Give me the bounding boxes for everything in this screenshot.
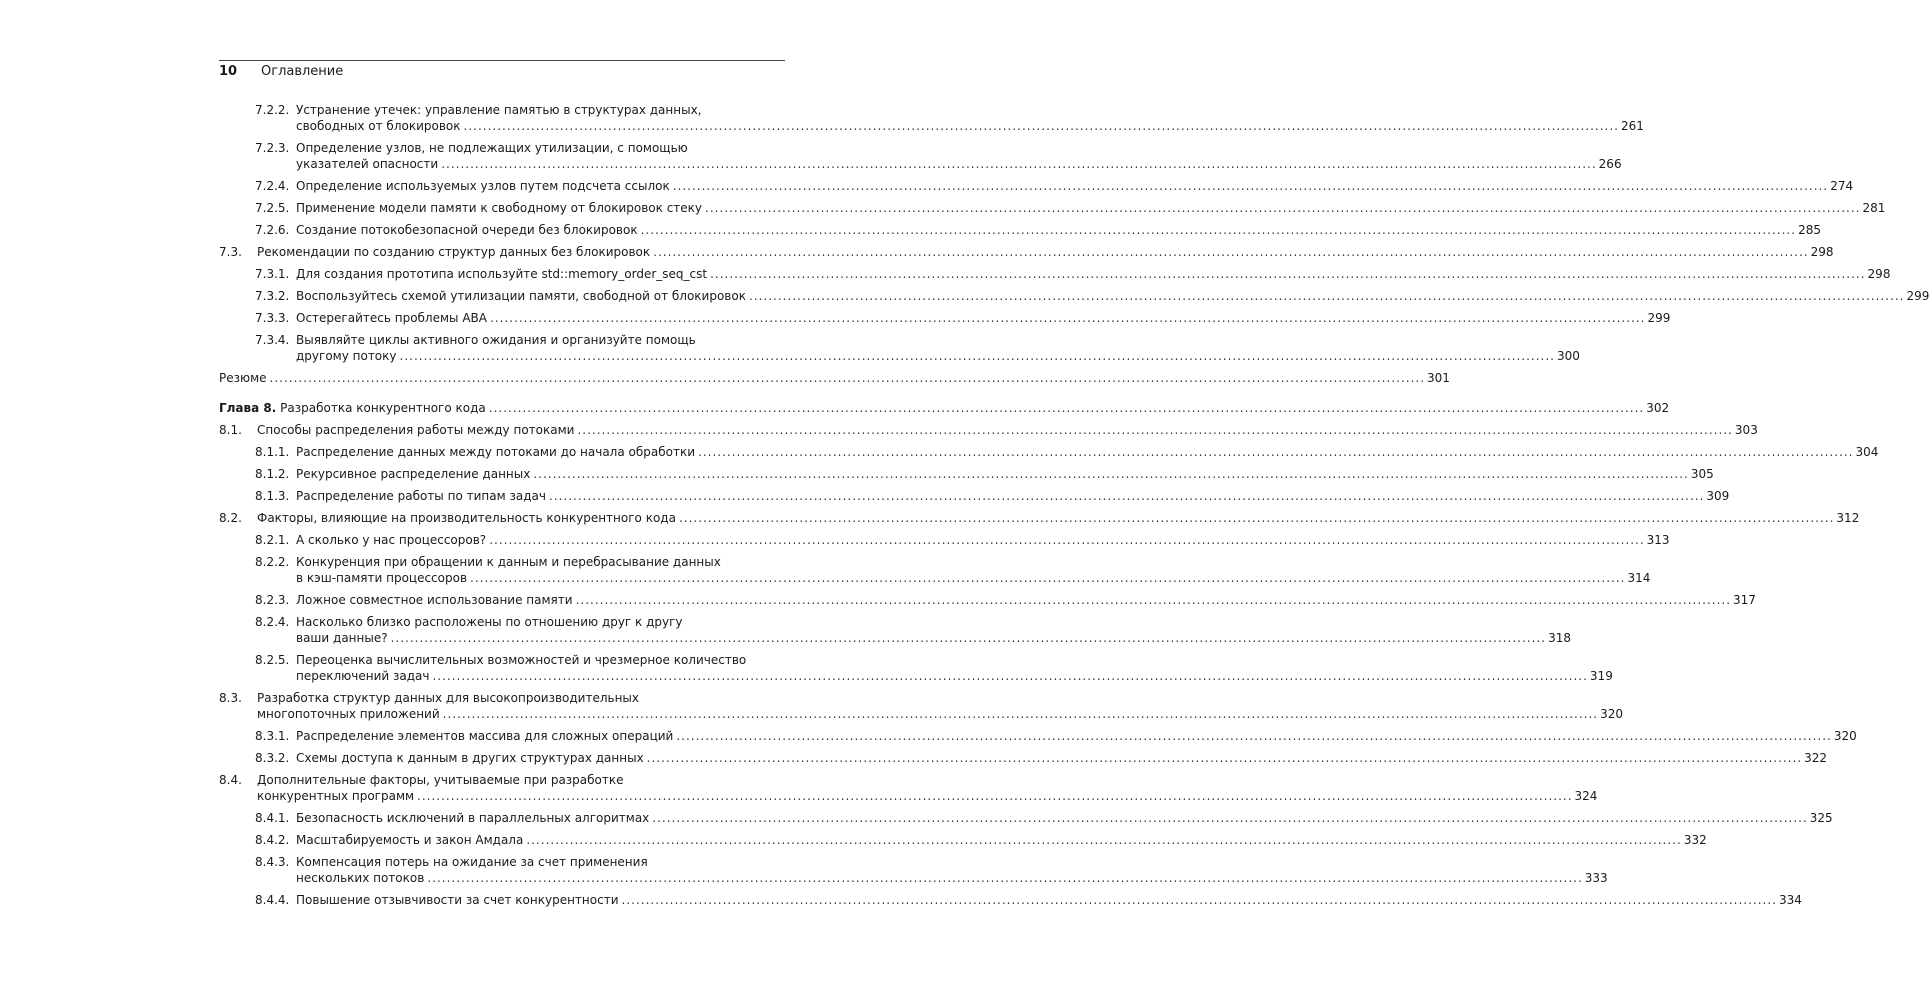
toc-entry-title-line: Насколько близко расположены по отношению друг к другу <box>296 615 683 629</box>
toc-entry-row <box>296 728 1857 744</box>
toc-entry-number: 7.2.4. <box>255 179 290 193</box>
toc-entry-number: 8.3. <box>219 691 242 705</box>
toc-page-number: 274 <box>1830 179 1854 193</box>
dot-leader <box>443 706 1598 722</box>
toc-entry-row <box>296 810 1833 826</box>
toc-entry-number: 8.4.4. <box>255 893 290 907</box>
toc-page-number: 312 <box>1836 511 1860 525</box>
dot-leader <box>427 870 1582 886</box>
toc-entry-row <box>296 532 1670 548</box>
dot-leader <box>641 222 1796 238</box>
toc-entry-number: 8.2.3. <box>255 593 290 607</box>
toc-entry <box>219 532 1670 548</box>
dot-leader <box>647 750 1802 766</box>
toc-entry-row <box>257 510 1860 526</box>
toc-page-number: 299 <box>1906 289 1929 303</box>
toc-entry-row <box>296 466 1714 482</box>
toc-page-number: 302 <box>1646 401 1670 415</box>
toc-entry-title-line: Устранение утечек: управление памятью в структурах данных, <box>296 103 702 117</box>
toc-entry-row <box>296 266 1891 282</box>
toc-entry-title: Ложное совместное использование памяти <box>296 593 573 607</box>
toc-entry-row <box>257 788 1598 804</box>
toc-entry-title-line: Определение узлов, не подлежащих утилизации, с помощью <box>296 141 688 155</box>
toc-page-number: 317 <box>1733 593 1756 607</box>
toc-entry-row <box>296 668 1613 684</box>
dot-leader <box>652 810 1807 826</box>
toc-entry-title: Для создания прототипа используйте std::memory_order_seq_cst <box>296 267 708 281</box>
toc-entry-number: 7.3.3. <box>255 311 290 325</box>
toc-entry <box>219 370 1450 386</box>
toc-entry-number: 7.2.3. <box>255 141 290 155</box>
toc-page-number: 319 <box>1589 669 1613 683</box>
toc-entry <box>219 140 1622 172</box>
dot-leader <box>470 570 1625 586</box>
toc-entry-row <box>296 630 1571 646</box>
toc-entry-row <box>296 488 1730 504</box>
toc-entry-number: 8.3.2. <box>255 751 290 765</box>
header-rule <box>219 60 785 61</box>
toc-entry-number: 7.2.6. <box>255 223 290 237</box>
toc-entry-title: Определение используемых узлов путем подсчета ссылок <box>296 179 670 193</box>
toc-entry-title: Резюме <box>219 371 267 385</box>
toc-entry-title-line: Конкуренция при обращении к данным и перебрасывание данных <box>296 555 721 569</box>
toc-entry-title-line: Компенсация потерь на ожидание за счет применения <box>296 855 648 869</box>
chapter-label: Глава 8. <box>219 401 277 415</box>
toc-entry-number: 8.2. <box>219 511 242 525</box>
toc-entry-row <box>296 288 1929 304</box>
toc-entry-number: 8.1. <box>219 423 242 437</box>
toc-entry <box>219 510 1860 526</box>
toc-entry <box>219 310 1671 326</box>
toc-entry-title: Воспользуйтесь схемой утилизации памяти, свободной от блокировок <box>296 289 746 303</box>
toc-entry <box>219 690 1624 722</box>
toc-entry-number: 8.2.1. <box>255 533 290 547</box>
dot-leader <box>417 788 1572 804</box>
toc-page-number: 314 <box>1627 571 1651 585</box>
toc-entry-number: 7.3.2. <box>255 289 290 303</box>
toc-entry-number: 8.4.1. <box>255 811 290 825</box>
toc-entry-title <box>219 400 486 416</box>
toc-page-number: 305 <box>1690 467 1714 481</box>
toc-entry <box>219 488 1730 504</box>
toc-entry-title: Распределение работы по типам задач <box>296 489 546 503</box>
toc-entry-title: Распределение элементов массива для сложных операций <box>296 729 674 743</box>
toc-entry <box>219 750 1828 766</box>
toc-entry-number: 7.3.4. <box>255 333 290 347</box>
toc-entry-number: 8.4.3. <box>255 855 290 869</box>
toc-entry-row <box>296 750 1828 766</box>
toc-entry <box>219 810 1833 826</box>
toc-entry-number: 8.2.5. <box>255 653 290 667</box>
dot-leader <box>441 156 1596 172</box>
table-of-contents <box>219 102 1929 914</box>
toc-entry-number: 8.3.1. <box>255 729 290 743</box>
toc-entry-title: в кэш-памяти процессоров <box>296 571 468 585</box>
toc-entry-title: указателей опасности <box>296 157 439 171</box>
toc-entry-title-line: Выявляйте циклы активного ожидания и организуйте помощь <box>296 333 696 347</box>
toc-entry <box>219 222 1821 238</box>
toc-entry-number: 8.4. <box>219 773 242 787</box>
toc-entry <box>219 178 1854 194</box>
toc-entry-number: 8.4.2. <box>255 833 290 847</box>
toc-entry-row <box>296 222 1821 238</box>
toc-entry <box>219 244 1834 260</box>
dot-leader <box>653 244 1808 260</box>
toc-entry <box>219 854 1608 886</box>
toc-page-number: 266 <box>1598 157 1622 171</box>
toc-entry-title: переключений задач <box>296 669 430 683</box>
toc-page-number: 285 <box>1798 223 1821 237</box>
toc-page-number: 300 <box>1556 349 1580 363</box>
toc-entry-number: 8.1.1. <box>255 445 290 459</box>
running-title: Оглавление <box>261 64 344 79</box>
toc-entry-title: Создание потокобезопасной очереди без блокировок <box>296 223 638 237</box>
toc-entry-row <box>296 200 1886 216</box>
toc-entry-number: 8.1.3. <box>255 489 290 503</box>
toc-entry-number: 8.2.2. <box>255 555 290 569</box>
toc-entry <box>219 892 1802 908</box>
dot-leader <box>673 178 1828 194</box>
toc-entry-row <box>257 422 1758 438</box>
toc-entry-title: Безопасность исключений в параллельных алгоритмах <box>296 811 650 825</box>
toc-page-number: 334 <box>1778 893 1802 907</box>
toc-entry <box>219 592 1756 608</box>
dot-leader <box>577 422 1732 438</box>
dot-leader <box>526 832 1681 848</box>
toc-entry-number: 7.3.1. <box>255 267 290 281</box>
toc-entry-row <box>296 156 1622 172</box>
toc-entry <box>219 200 1886 216</box>
dot-leader <box>489 532 1644 548</box>
toc-page-number: 261 <box>1620 119 1644 133</box>
toc-entry-row <box>219 400 1670 416</box>
toc-entry-title: Рекурсивное распределение данных <box>296 467 531 481</box>
toc-entry-title: конкурентных программ <box>257 789 415 803</box>
toc-entry-title: другому потоку <box>296 349 397 363</box>
toc-entry-number: 7.2.2. <box>255 103 290 117</box>
toc-entry <box>219 614 1571 646</box>
toc-entry-title: Повышение отзывчивости за счет конкурентности <box>296 893 619 907</box>
dot-leader <box>391 630 1546 646</box>
dot-leader <box>533 466 1688 482</box>
toc-entry-title: Масштабируемость и закон Амдала <box>296 833 524 847</box>
toc-entry <box>219 728 1857 744</box>
toc-entry <box>219 832 1707 848</box>
dot-leader <box>549 488 1704 504</box>
chapter-title: Разработка конкурентного кода <box>280 401 486 415</box>
toc-entry <box>219 422 1758 438</box>
toc-entry <box>219 444 1879 460</box>
dot-leader <box>432 668 1587 684</box>
toc-entry-row <box>296 592 1756 608</box>
toc-page-number: 309 <box>1706 489 1730 503</box>
toc-entry-row <box>296 310 1671 326</box>
toc-entry-number: 7.3. <box>219 245 242 259</box>
toc-entry <box>219 332 1580 364</box>
toc-page-number: 324 <box>1574 789 1598 803</box>
toc-entry-title: нескольких потоков <box>296 871 425 885</box>
toc-entry-title: Остерегайтесь проблемы ABA <box>296 311 487 325</box>
toc-entry <box>219 466 1714 482</box>
toc-entry-number: 8.2.4. <box>255 615 290 629</box>
toc-page-number: 281 <box>1862 201 1886 215</box>
toc-page-number: 320 <box>1833 729 1857 743</box>
toc-entry-row <box>296 832 1707 848</box>
dot-leader <box>676 728 1831 744</box>
toc-page-number: 303 <box>1734 423 1758 437</box>
toc-page-number: 332 <box>1683 833 1707 847</box>
toc-page-number: 320 <box>1600 707 1624 721</box>
toc-entry-row <box>257 244 1834 260</box>
toc-entry-number: 7.2.5. <box>255 201 290 215</box>
toc-entry-row <box>296 870 1608 886</box>
page-number: 10 <box>219 64 238 79</box>
dot-leader <box>489 400 1644 416</box>
toc-entry-title: А сколько у нас процессоров? <box>296 533 487 547</box>
toc-page-number: 301 <box>1427 371 1450 385</box>
toc-entry <box>219 652 1613 684</box>
toc-entry-title-line: Дополнительные факторы, учитываемые при разработке <box>257 773 624 787</box>
toc-entry <box>219 400 1670 416</box>
dot-leader <box>400 348 1555 364</box>
toc-entry-number: 8.1.2. <box>255 467 290 481</box>
dot-leader <box>270 370 1425 386</box>
toc-entry <box>219 288 1929 304</box>
toc-entry-title: многопоточных приложений <box>257 707 440 721</box>
dot-leader <box>749 288 1904 304</box>
toc-entry-title: Рекомендации по созданию структур данных без блокировок <box>257 245 651 259</box>
dot-leader <box>705 200 1860 216</box>
dot-leader <box>710 266 1865 282</box>
toc-entry-title: Способы распределения работы между потоками <box>257 423 575 437</box>
running-header <box>219 64 343 79</box>
toc-page-number: 313 <box>1646 533 1670 547</box>
dot-leader <box>464 118 1619 134</box>
toc-entry-title-line: Переоценка вычислительных возможностей и чрезмерное количество <box>296 653 747 667</box>
dot-leader <box>622 892 1777 908</box>
toc-entry-title: Схемы доступа к данным в других структурах данных <box>296 751 644 765</box>
toc-entry-row <box>296 178 1854 194</box>
toc-entry-row <box>296 570 1651 586</box>
toc-entry-title: Факторы, влияющие на производительность конкурентного кода <box>257 511 676 525</box>
toc-page-number: 333 <box>1584 871 1608 885</box>
toc-page-number: 322 <box>1804 751 1828 765</box>
toc-entry <box>219 266 1891 282</box>
toc-entry <box>219 102 1644 134</box>
toc-entry-row <box>296 118 1644 134</box>
toc-entry <box>219 554 1651 586</box>
toc-entry-row <box>296 444 1879 460</box>
dot-leader <box>698 444 1853 460</box>
toc-entry-title: ваши данные? <box>296 631 388 645</box>
toc-entry-title: свободных от блокировок <box>296 119 461 133</box>
toc-entry <box>219 772 1598 804</box>
toc-page-number: 318 <box>1548 631 1571 645</box>
toc-entry-title: Применение модели памяти к свободному от блокировок стеку <box>296 201 703 215</box>
dot-leader <box>679 510 1834 526</box>
toc-entry-row <box>296 892 1802 908</box>
toc-page-number: 298 <box>1810 245 1834 259</box>
toc-entry-title-line: Разработка структур данных для высокопроизводительных <box>257 691 640 705</box>
toc-entry-row <box>257 706 1624 722</box>
toc-entry-row <box>296 348 1580 364</box>
dot-leader <box>576 592 1731 608</box>
toc-page-number: 299 <box>1647 311 1671 325</box>
toc-page-number: 298 <box>1867 267 1891 281</box>
toc-page-number: 325 <box>1809 811 1833 825</box>
dot-leader <box>490 310 1645 326</box>
toc-page-number: 304 <box>1855 445 1879 459</box>
toc-entry-title: Распределение данных между потоками до начала обработки <box>296 445 696 459</box>
toc-entry-row <box>219 370 1450 386</box>
